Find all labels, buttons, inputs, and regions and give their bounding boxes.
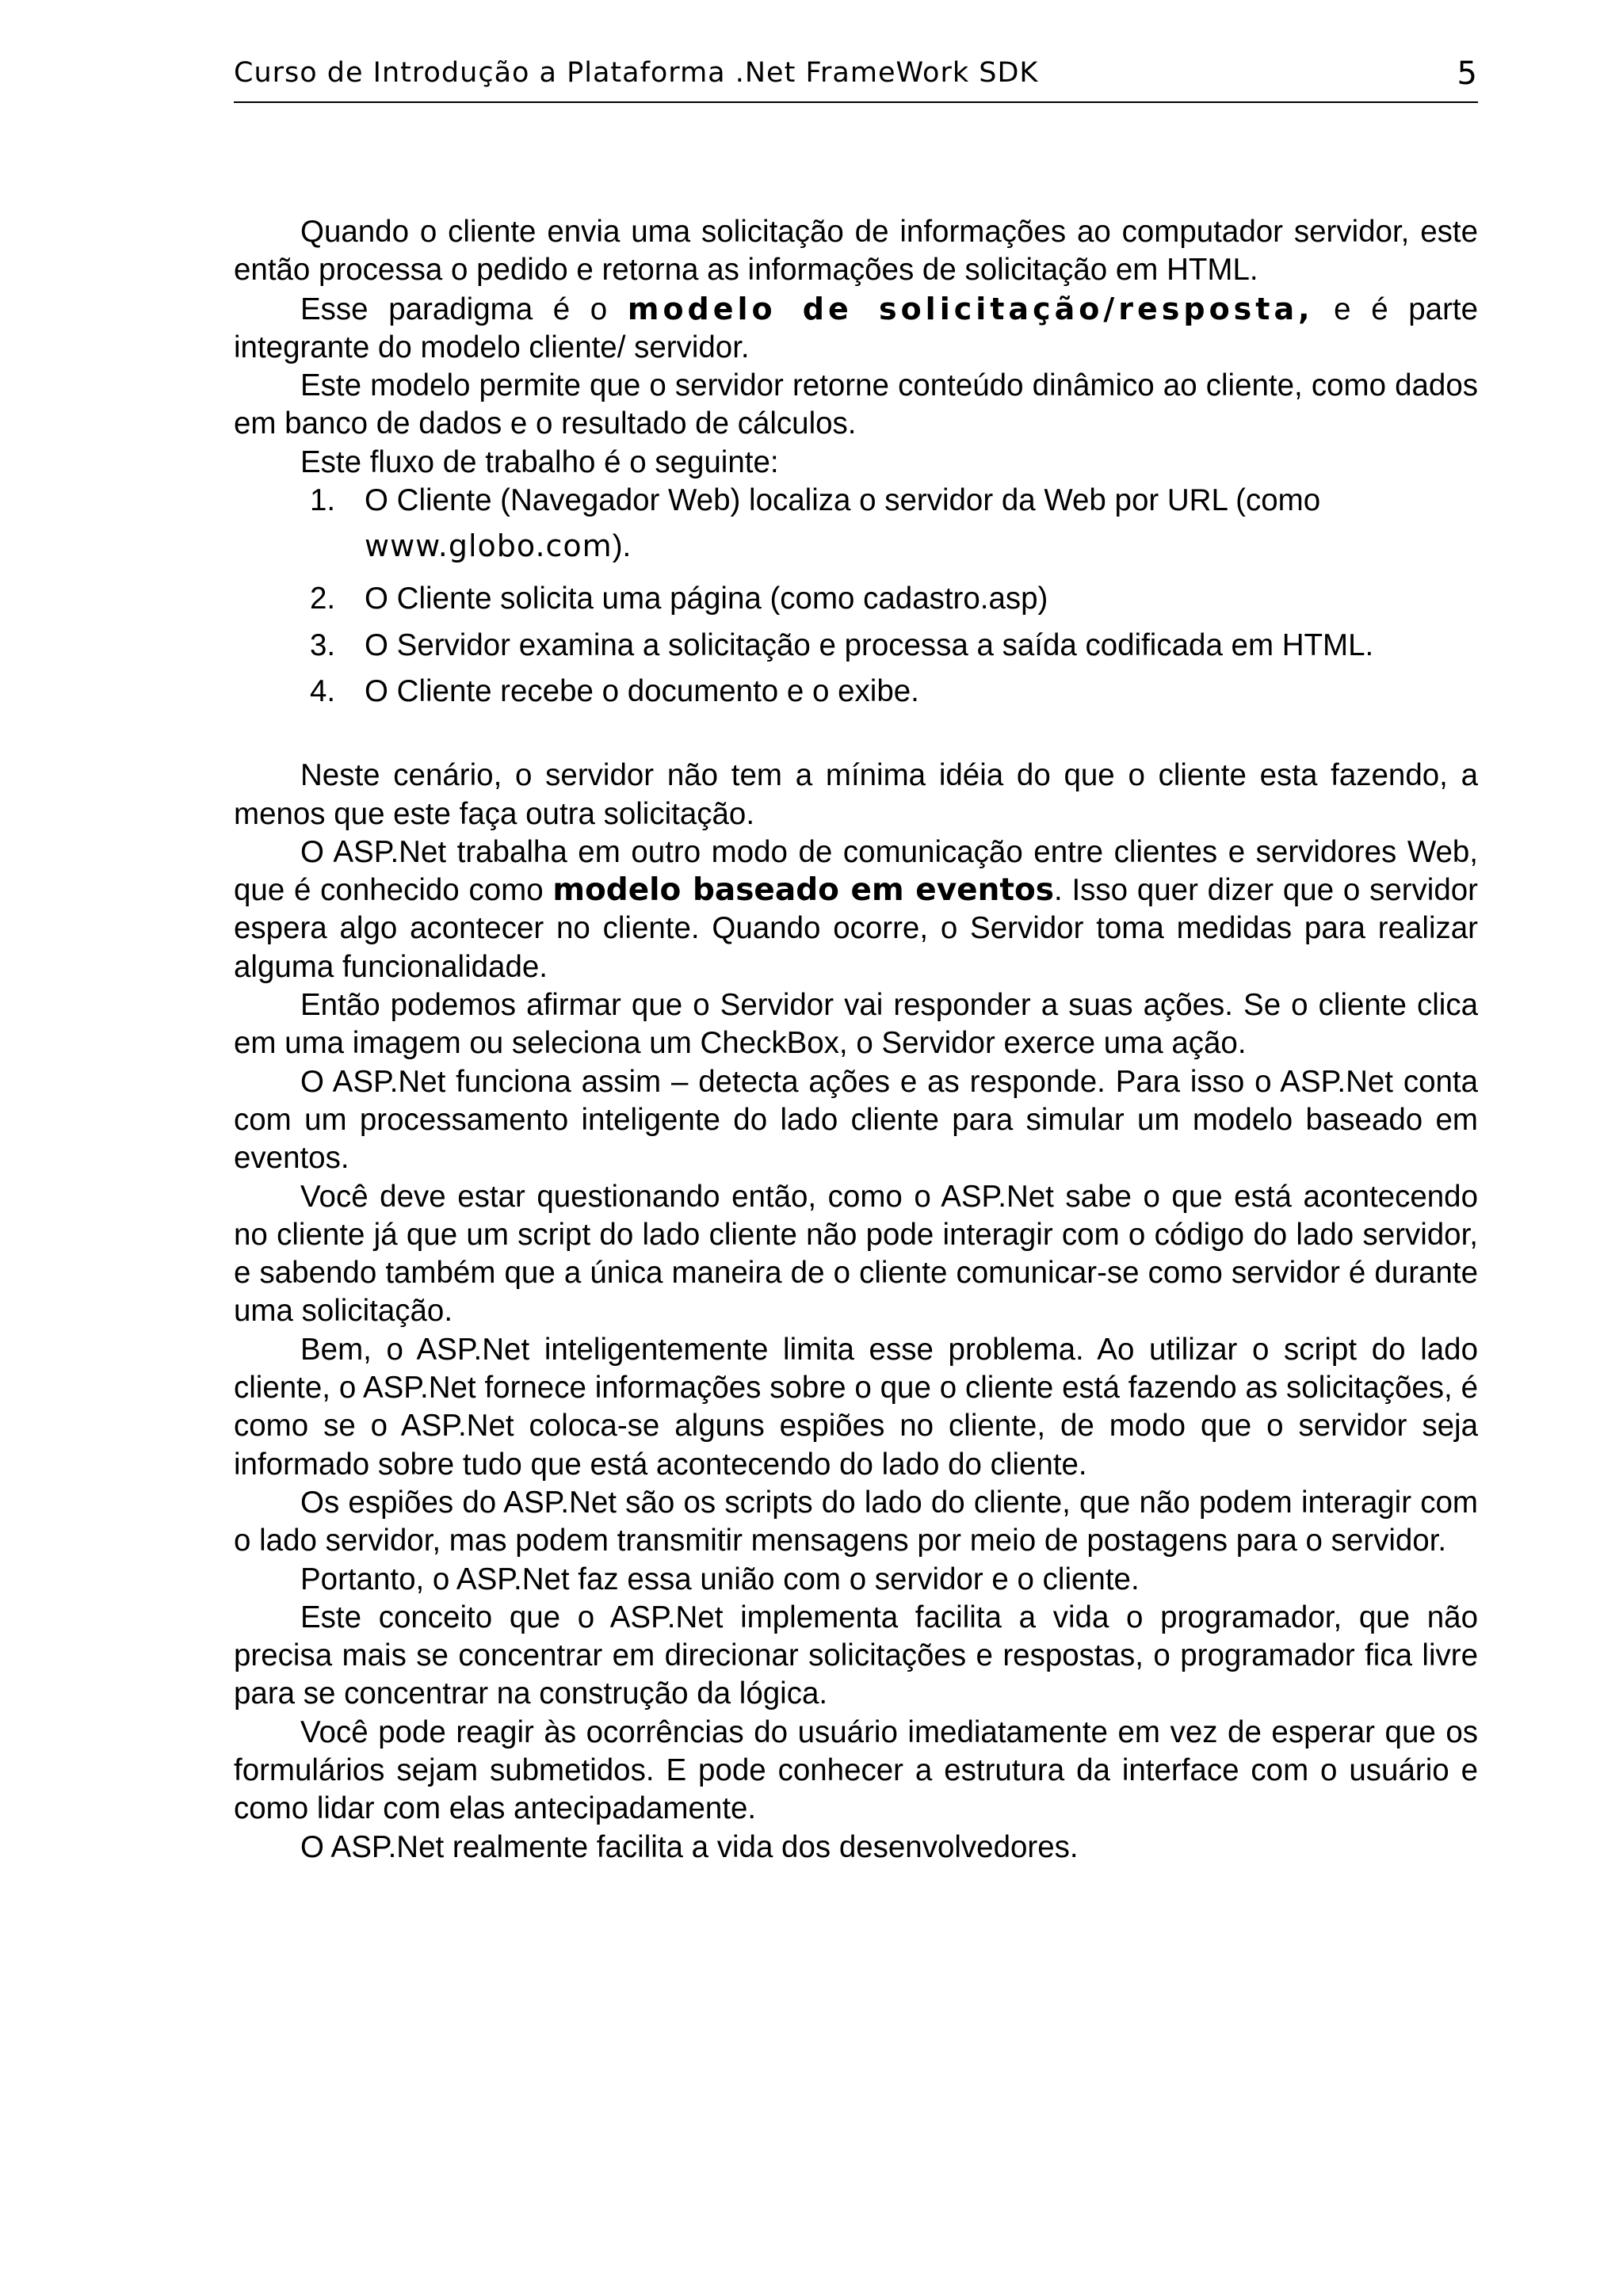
paragraph-10: Bem, o ASP.Net inteligentemente limita esse problema. Ao utilizar o script do lado cliente, o ASP.Net fornece informações sobre o que o cliente está fazendo as solicitações, é como se o ASP.Net coloca-se alguns espiões no cliente, de modo que o servidor seja informado sobre tudo que está acontecendo do lado do cliente.: [234, 1332, 1478, 1482]
list-item: [234, 627, 1478, 665]
workflow-steps-list: [234, 482, 1478, 711]
list-item-number: 4.: [310, 673, 336, 708]
list-item-url: www.globo.com: [365, 528, 613, 564]
list-item-number: 2.: [310, 582, 336, 616]
paragraph-13: Este conceito que o ASP.Net implementa facilita a vida o programador, que não precisa mais se concentrar em direcionar solicitações e respostas, o programador fica livre para se concentrar na construção da lógica.: [234, 1600, 1478, 1711]
list-item-text: O Servidor examina a solicitação e processa a saída codificada em HTML.: [365, 627, 1374, 662]
paragraph-2-text-after: e é parte integrante do modelo cliente/ servidor.: [234, 292, 1479, 364]
page-number: 5: [1457, 55, 1478, 92]
paragraph-6-bold-term: modelo baseado em eventos: [552, 872, 1055, 909]
paragraph-1: Quando o cliente envia uma solicitação de informações ao computador servidor, este então processa o pedido e retorna as informações de solicitação em HTML.: [234, 215, 1478, 288]
paragraph-9: Você deve estar questionando então, como o ASP.Net sabe o que está acontecendo no cliente já que um script do lado cliente não pode interagir com o código do lado servidor, e sabendo também que a única maneira de o cliente comunicar-se como servidor é durante uma solicitação.: [234, 1179, 1478, 1329]
paragraph-2-bold-term: modelo de solicitação/resposta,: [627, 291, 1314, 326]
paragraph-15: O ASP.Net realmente facilita a vida dos desenvolvedores.: [300, 1829, 1079, 1864]
paragraph-2: [234, 290, 1478, 368]
paragraph-6-text-before: O ASP.Net trabalha em outro modo de comunicação entre clientes e servidores Web, que é conhecido como: [234, 834, 1478, 908]
list-item-number: 3.: [310, 627, 336, 662]
document-body: [234, 213, 1478, 1867]
list-item-text: O Cliente solicita uma página (como cadastro.asp): [365, 582, 1048, 616]
list-item-text-after: ).: [612, 529, 632, 564]
section-gap: [234, 711, 1478, 757]
paragraph-6: [234, 833, 1478, 986]
paragraph-6-text-after: . Isso quer dizer que o servidor espera algo acontecer no cliente. Quando ocorre, o Servidor toma medidas para realizar alguma funcionalidade.: [234, 873, 1478, 984]
paragraph-7: Então podemos afirmar que o Servidor vai responder a suas ações. Se o cliente clica em uma imagem ou seleciona um CheckBox, o Servidor exerce uma ação.: [234, 988, 1478, 1061]
list-item: [234, 580, 1478, 618]
header-title: Curso de Introdução a Plataforma .Net FrameWork SDK: [234, 57, 1039, 89]
list-item-text: O Cliente (Navegador Web) localiza o servidor da Web por URL (como: [365, 483, 1321, 518]
paragraph-12: Portanto, o ASP.Net faz essa união com o servidor e o cliente.: [300, 1562, 1140, 1596]
paragraph-14: Você pode reagir às ocorrências do usuário imediatamente em vez de esperar que os formulários sejam submetidos. E pode conhecer a estrutura da interface com o usuário e como lidar com elas antecipadamente.: [234, 1714, 1478, 1826]
list-item: [234, 482, 1478, 572]
list-item: [234, 673, 1478, 711]
paragraph-3: Este modelo permite que o servidor retorne conteúdo dinâmico ao cliente, como dados em banco de dados e o resultado de cálculos.: [234, 368, 1478, 441]
paragraph-5: Neste cenário, o servidor não tem a mínima idéia do que o cliente esta fazendo, a menos que este faça outra solicitação.: [234, 758, 1478, 831]
paragraph-8: O ASP.Net funciona assim – detecta ações e as responde. Para isso o ASP.Net conta com um processamento inteligente do lado cliente para simular um modelo baseado em eventos.: [234, 1064, 1478, 1176]
list-item-text: O Cliente recebe o documento e o exibe.: [365, 673, 919, 708]
paragraph-11: Os espiões do ASP.Net são os scripts do lado do cliente, que não podem interagir com o lado servidor, mas podem transmitir mensagens por meio de postagens para o servidor.: [234, 1485, 1478, 1558]
paragraph-4: Este fluxo de trabalho é o seguinte:: [300, 444, 779, 479]
paragraph-2-text-before: Esse paradigma é o: [300, 292, 628, 326]
list-item-number: 1.: [310, 483, 336, 518]
page-header: [234, 52, 1478, 103]
